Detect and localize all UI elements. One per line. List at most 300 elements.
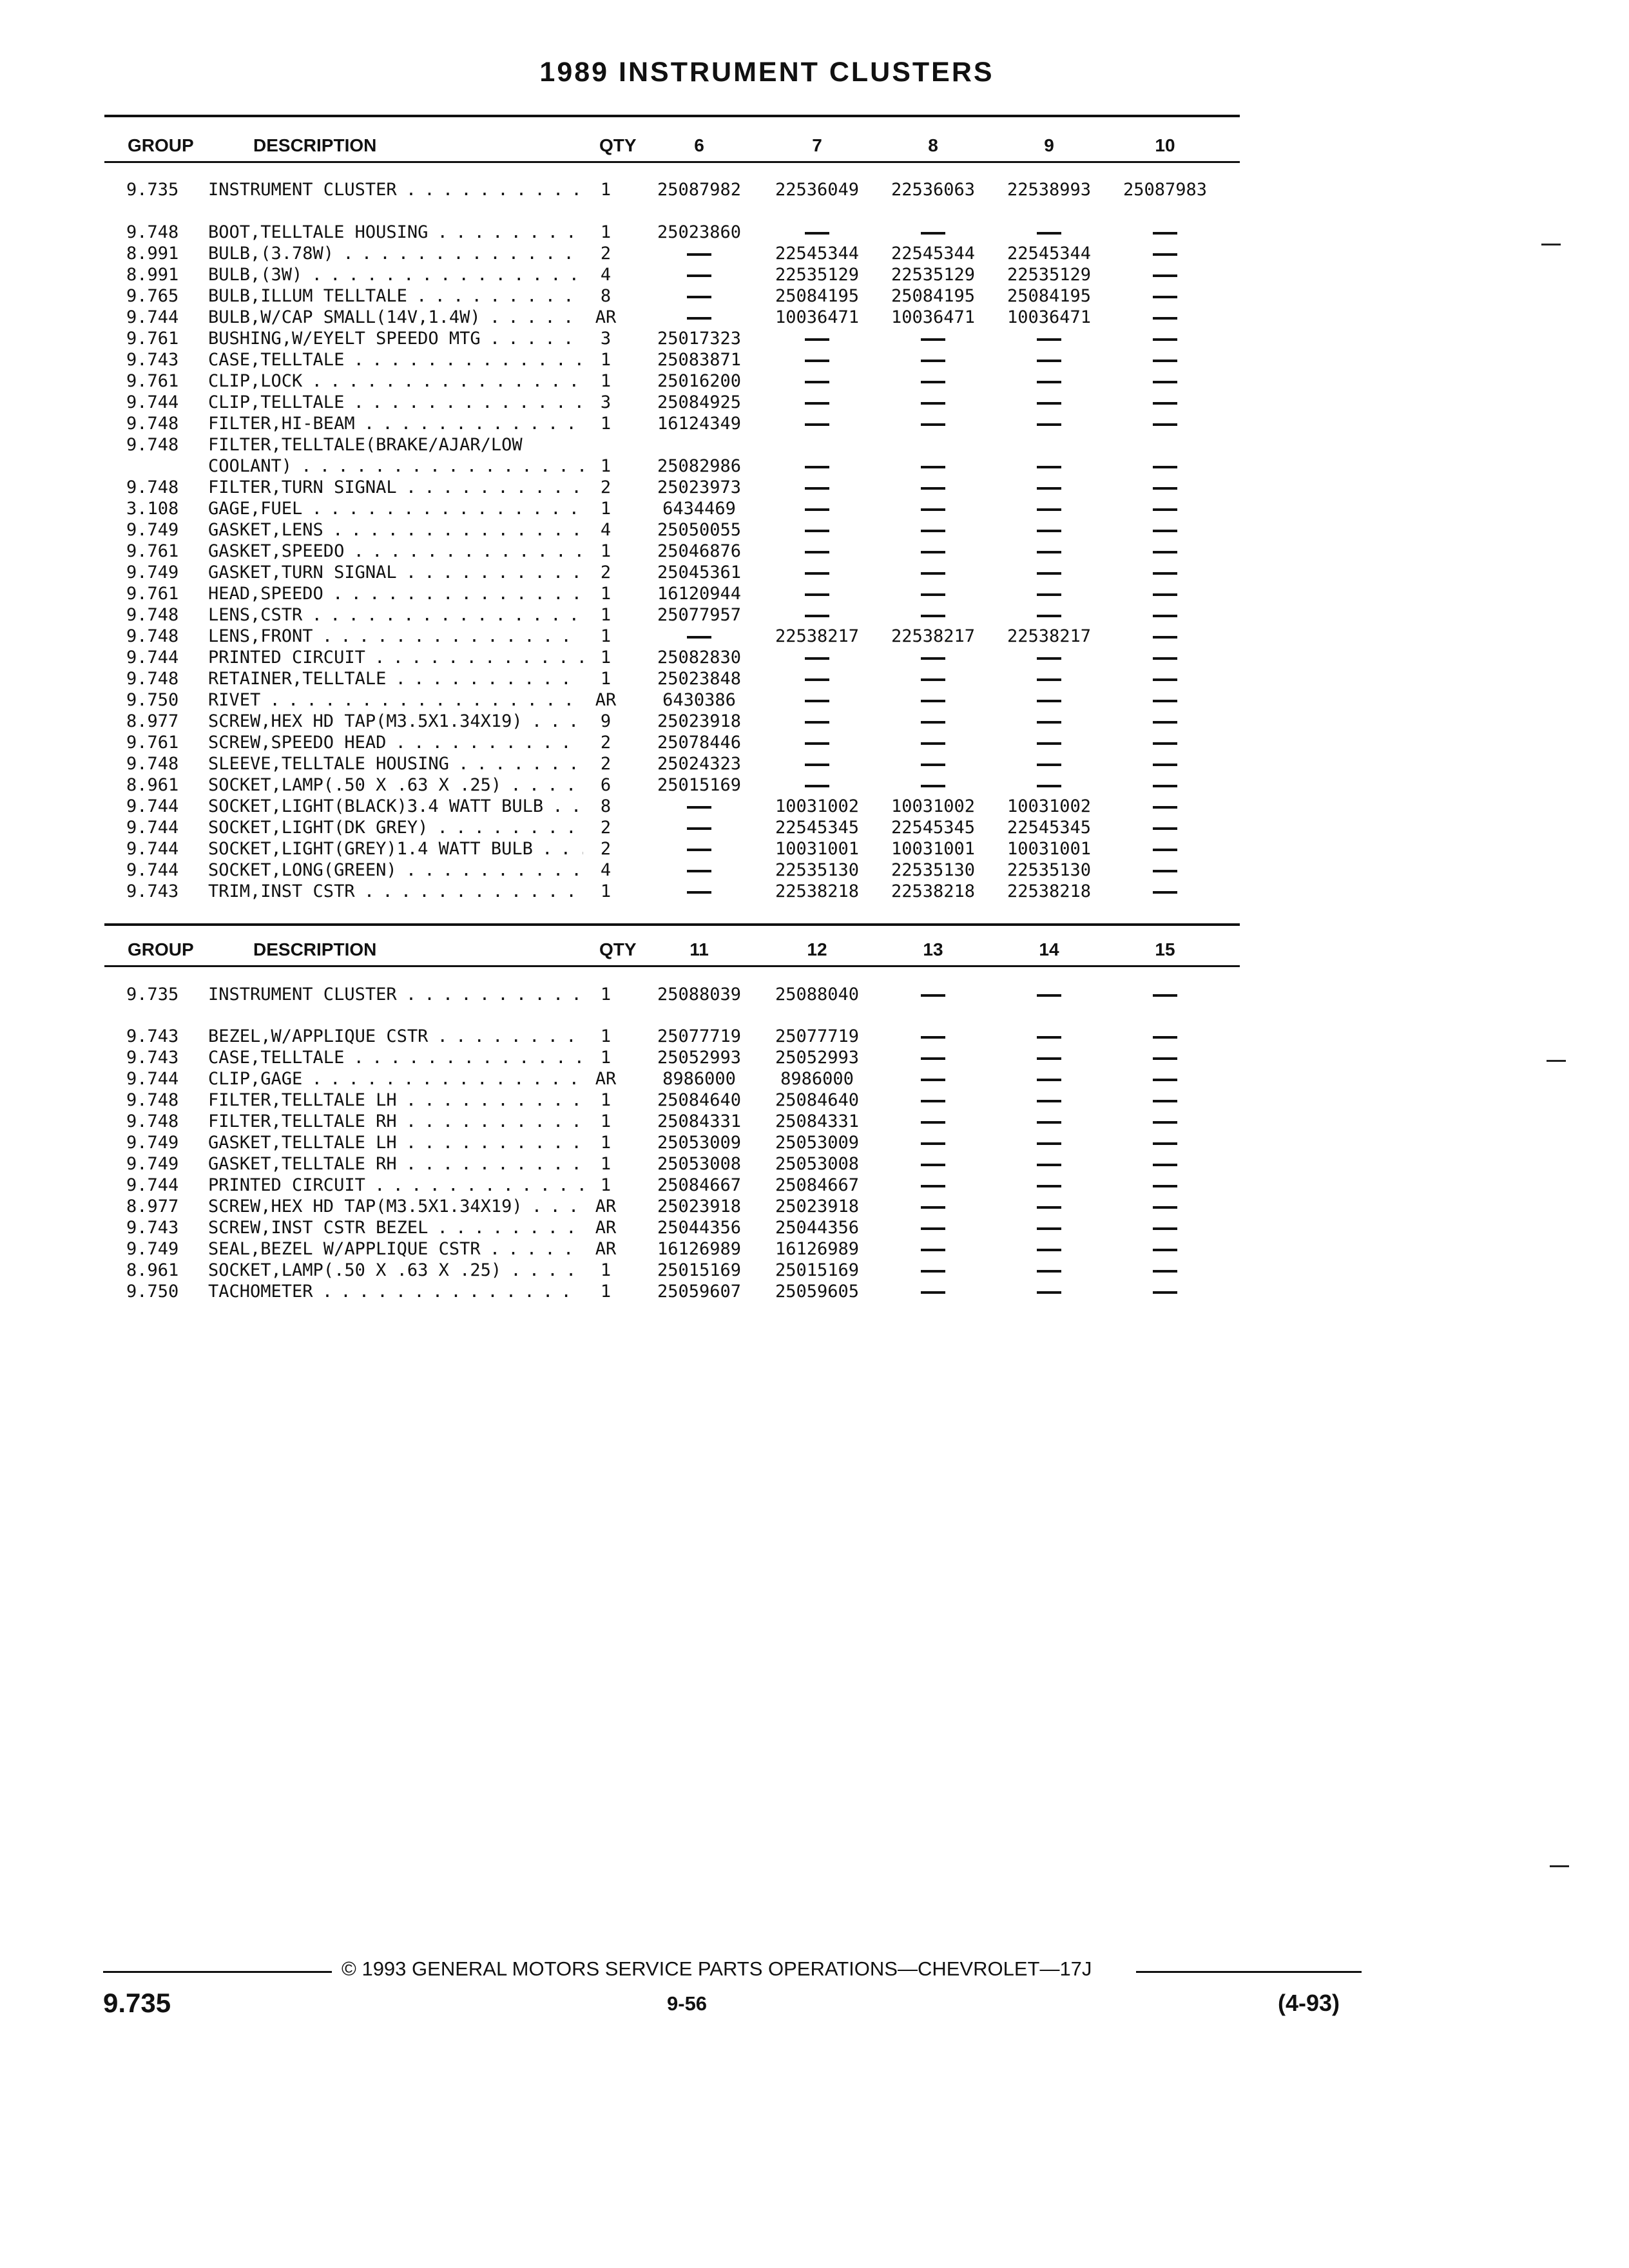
table-row	[0, 774, 1629, 796]
not-applicable-dash	[878, 328, 988, 349]
not-applicable-dash	[878, 1217, 988, 1238]
group-code: 9.749	[126, 562, 179, 582]
not-applicable-dash	[878, 689, 988, 711]
not-applicable-dash	[762, 668, 872, 689]
part-qty: 1	[583, 222, 628, 243]
description-column-header: DESCRIPTION	[253, 135, 377, 155]
part-qty: 1	[583, 1132, 628, 1153]
dash-mark	[1037, 721, 1061, 724]
table-row	[0, 434, 1629, 456]
not-applicable-dash	[1110, 477, 1220, 498]
not-applicable-dash	[994, 604, 1104, 626]
not-applicable-dash	[1110, 753, 1220, 774]
part-number: 22535129	[775, 265, 860, 285]
dash-mark	[805, 402, 829, 405]
part-description: FILTER,TELLTALE(BRAKE/AJAR/LOW	[208, 435, 523, 455]
dash-mark	[1037, 785, 1061, 787]
not-applicable-dash	[1110, 1217, 1220, 1238]
not-applicable-dash	[1110, 838, 1220, 860]
dash-mark	[1037, 423, 1061, 426]
table-row	[0, 647, 1629, 668]
not-applicable-dash	[994, 222, 1104, 243]
table-row	[0, 1068, 1629, 1090]
table-row	[0, 392, 1629, 413]
dash-mark	[1153, 1164, 1177, 1166]
footer-page-number: 9-56	[667, 1992, 708, 2015]
table-row	[0, 307, 1629, 328]
part-qty: 1	[583, 984, 628, 1005]
dash-mark	[1037, 232, 1061, 235]
dash-mark	[1153, 530, 1177, 532]
dash-mark	[1037, 1206, 1061, 1209]
dash-mark	[1153, 551, 1177, 553]
not-applicable-dash	[1110, 1111, 1220, 1132]
dash-mark	[805, 678, 829, 681]
dash-mark	[1153, 721, 1177, 724]
dash-mark	[921, 1270, 945, 1273]
part-description: HEAD,SPEEDO . . .	[208, 583, 602, 604]
part-number: 16126989	[775, 1239, 860, 1259]
dash-mark	[1037, 402, 1061, 405]
table-row	[0, 668, 1629, 689]
part-description: COOLANT) . . .	[208, 456, 602, 477]
not-applicable-dash	[878, 349, 988, 370]
not-applicable-dash	[1110, 1132, 1220, 1153]
part-number: 25087982	[657, 180, 742, 200]
group-code: 9.748	[126, 1090, 179, 1110]
dash-mark	[1037, 487, 1061, 490]
group-code: 9.761	[126, 371, 179, 391]
part-qty: 9	[583, 711, 628, 732]
not-applicable-dash	[878, 1068, 988, 1090]
not-applicable-dash	[878, 1175, 988, 1196]
part-number: 10031002	[891, 796, 976, 816]
table-row	[0, 243, 1629, 264]
part-number: 10031001	[891, 839, 976, 859]
dash-mark	[1153, 1206, 1177, 1209]
part-number: 25023860	[657, 222, 742, 242]
dash-mark	[921, 1079, 945, 1081]
part-description: SLEEVE,TELLTALE HOUSING . . .	[208, 753, 602, 774]
table-row	[0, 1026, 1629, 1047]
part-description: BEZEL,W/APPLIQUE CSTR . . .	[208, 1026, 602, 1047]
table-row	[0, 477, 1629, 498]
dash-mark	[1153, 1079, 1177, 1081]
group-code: 9.748	[126, 477, 179, 497]
group-code: 8.961	[126, 775, 179, 795]
not-applicable-dash	[762, 541, 872, 562]
part-description: SCREW,HEX HD TAP(M3.5X1.34X19) . . .	[208, 711, 602, 732]
dash-mark	[1153, 402, 1177, 405]
part-description: INSTRUMENT CLUSTER . . .	[208, 179, 602, 200]
part-number: 25053008	[775, 1154, 860, 1174]
not-applicable-dash	[994, 349, 1104, 370]
not-applicable-dash	[644, 860, 754, 881]
table-row	[0, 349, 1629, 370]
group-code: 9.743	[126, 881, 179, 901]
dash-mark	[1153, 1121, 1177, 1124]
not-applicable-dash	[762, 328, 872, 349]
not-applicable-dash	[1110, 689, 1220, 711]
group-code: 9.748	[126, 222, 179, 242]
not-applicable-dash	[762, 583, 872, 604]
not-applicable-dash	[762, 689, 872, 711]
not-applicable-dash	[878, 1153, 988, 1175]
part-description: BULB,W/CAP SMALL(14V,1.4W) . . .	[208, 307, 602, 328]
not-applicable-dash	[878, 984, 988, 1005]
not-applicable-dash	[994, 562, 1104, 583]
not-applicable-dash	[762, 774, 872, 796]
part-number: 25084195	[1007, 286, 1092, 306]
part-number: 22535129	[891, 265, 976, 285]
not-applicable-dash	[994, 370, 1104, 392]
dash-mark	[1153, 572, 1177, 575]
model-column-header: 15	[1155, 939, 1175, 959]
dash-mark	[1037, 1036, 1061, 1039]
dash-mark	[687, 849, 711, 851]
part-description: FILTER,TELLTALE LH . . .	[208, 1090, 602, 1111]
part-qty: 1	[583, 626, 628, 647]
part-description: BULB,(3.78W) . . .	[208, 243, 602, 264]
part-number: 25078446	[657, 733, 742, 753]
part-description: SOCKET,LIGHT(DK GREY) . . .	[208, 817, 602, 838]
not-applicable-dash	[1110, 1047, 1220, 1068]
dash-mark	[921, 1227, 945, 1230]
group-code: 9.744	[126, 839, 179, 859]
dash-mark	[921, 1291, 945, 1294]
dash-mark	[805, 742, 829, 745]
table-row	[0, 222, 1629, 243]
model-column-header: 11	[689, 939, 709, 959]
part-description: FILTER,HI-BEAM . . .	[208, 413, 602, 434]
part-number: 22536049	[775, 180, 860, 200]
part-number: 22536063	[891, 180, 976, 200]
part-description: PRINTED CIRCUIT . . .	[208, 1175, 602, 1196]
part-number: 22545345	[1007, 818, 1092, 838]
not-applicable-dash	[762, 711, 872, 732]
not-applicable-dash	[878, 392, 988, 413]
table2-header	[0, 939, 1629, 965]
part-number: 25077719	[775, 1026, 860, 1046]
part-number: 22535130	[891, 860, 976, 880]
dash-mark	[1153, 1270, 1177, 1273]
group-code: 9.761	[126, 733, 179, 753]
table-row	[0, 1175, 1629, 1196]
dash-mark	[687, 253, 711, 256]
part-qty: 1	[583, 349, 628, 370]
not-applicable-dash	[762, 647, 872, 668]
part-number: 10036471	[1007, 307, 1092, 327]
not-applicable-dash	[994, 1260, 1104, 1281]
not-applicable-dash	[1110, 413, 1220, 434]
part-description: BUSHING,W/EYELT SPEEDO MTG . . .	[208, 328, 602, 349]
part-qty: 2	[583, 243, 628, 264]
table-row	[0, 179, 1629, 200]
not-applicable-dash	[644, 796, 754, 817]
not-applicable-dash	[1110, 1175, 1220, 1196]
not-applicable-dash	[762, 392, 872, 413]
not-applicable-dash	[878, 668, 988, 689]
group-code: 9.748	[126, 1111, 179, 1131]
dash-mark	[921, 1121, 945, 1124]
part-description: CLIP,LOCK . . .	[208, 370, 602, 392]
part-number: 25084331	[775, 1111, 860, 1131]
not-applicable-dash	[644, 838, 754, 860]
dash-mark	[805, 381, 829, 383]
part-number: 25023918	[657, 1196, 742, 1216]
scan-mark	[1547, 1060, 1566, 1062]
part-description: CLIP,GAGE . . .	[208, 1068, 602, 1090]
group-code: 9.761	[126, 329, 179, 349]
dash-mark	[1153, 253, 1177, 256]
dash-mark	[805, 551, 829, 553]
part-description: CASE,TELLTALE . . .	[208, 349, 602, 370]
dash-mark	[1153, 423, 1177, 426]
part-number: 22538218	[1007, 881, 1092, 901]
part-number: 22538218	[775, 881, 860, 901]
table-row	[0, 1217, 1629, 1238]
not-applicable-dash	[762, 456, 872, 477]
dash-mark	[805, 530, 829, 532]
part-description: LENS,CSTR . . .	[208, 604, 602, 626]
dash-mark	[805, 721, 829, 724]
part-number: 25084667	[775, 1175, 860, 1195]
not-applicable-dash	[994, 668, 1104, 689]
part-qty: 1	[583, 1111, 628, 1132]
dash-mark	[1153, 317, 1177, 320]
footer-rule-left	[103, 1971, 332, 1973]
group-code: 9.735	[126, 985, 179, 1004]
part-number: 8986000	[662, 1069, 736, 1089]
part-qty: 1	[583, 604, 628, 626]
not-applicable-dash	[1110, 370, 1220, 392]
dash-mark	[921, 338, 945, 341]
not-applicable-dash	[1110, 1090, 1220, 1111]
model-column-header: 13	[923, 939, 943, 959]
top-rule	[104, 115, 1240, 117]
dash-mark	[687, 296, 711, 298]
dash-mark	[1037, 381, 1061, 383]
table-row	[0, 456, 1629, 477]
not-applicable-dash	[1110, 668, 1220, 689]
dash-mark	[921, 466, 945, 468]
dash-mark	[1153, 678, 1177, 681]
dash-mark	[687, 827, 711, 830]
part-number: 25044356	[775, 1218, 860, 1238]
part-number: 6434469	[662, 499, 736, 519]
part-number: 25052993	[657, 1048, 742, 1068]
not-applicable-dash	[878, 583, 988, 604]
part-description: GASKET,TELLTALE LH . . .	[208, 1132, 602, 1153]
part-qty: 1	[583, 370, 628, 392]
dash-mark	[805, 360, 829, 362]
dash-mark	[921, 678, 945, 681]
part-number: 22545344	[775, 244, 860, 264]
dash-mark	[1153, 657, 1177, 660]
part-number: 22545344	[891, 244, 976, 264]
not-applicable-dash	[762, 519, 872, 541]
group-code: 9.750	[126, 1282, 179, 1302]
part-number: 25053009	[775, 1133, 860, 1153]
not-applicable-dash	[762, 413, 872, 434]
qty-column-header: QTY	[599, 135, 637, 155]
table-row	[0, 1238, 1629, 1260]
part-number: 25088040	[775, 985, 860, 1004]
part-qty: 1	[583, 498, 628, 519]
group-code: 9.748	[126, 435, 179, 455]
dash-mark	[1153, 508, 1177, 511]
model-column-header: 14	[1039, 939, 1059, 959]
dash-mark	[1153, 232, 1177, 235]
dash-mark	[921, 402, 945, 405]
not-applicable-dash	[878, 1026, 988, 1047]
not-applicable-dash	[994, 732, 1104, 753]
page-title: 1989 INSTRUMENT CLUSTERS	[539, 57, 994, 88]
group-code: 9.744	[126, 1175, 179, 1195]
not-applicable-dash	[878, 1111, 988, 1132]
part-number: 25045361	[657, 562, 742, 582]
dash-mark	[1037, 1079, 1061, 1081]
not-applicable-dash	[762, 222, 872, 243]
scan-mark	[1541, 244, 1561, 245]
part-number: 25024323	[657, 754, 742, 774]
not-applicable-dash	[762, 604, 872, 626]
dash-mark	[921, 530, 945, 532]
dash-mark	[1037, 657, 1061, 660]
not-applicable-dash	[878, 753, 988, 774]
not-applicable-dash	[1110, 796, 1220, 817]
table-row	[0, 413, 1629, 434]
not-applicable-dash	[878, 222, 988, 243]
not-applicable-dash	[878, 1132, 988, 1153]
part-description: RIVET . . .	[208, 689, 602, 711]
dash-mark	[1037, 1185, 1061, 1187]
not-applicable-dash	[878, 1238, 988, 1260]
dash-mark	[1037, 742, 1061, 745]
part-qty: 2	[583, 817, 628, 838]
part-number: 25084640	[657, 1090, 742, 1110]
dash-mark	[1153, 994, 1177, 997]
dash-mark	[921, 764, 945, 766]
dash-mark	[921, 1036, 945, 1039]
group-code: 9.750	[126, 690, 179, 710]
not-applicable-dash	[1110, 328, 1220, 349]
table-row	[0, 1281, 1629, 1302]
part-number: 25084640	[775, 1090, 860, 1110]
table-row	[0, 881, 1629, 902]
part-description: SOCKET,LONG(GREEN) . . .	[208, 860, 602, 881]
dash-mark	[921, 994, 945, 997]
header-rule-2	[104, 965, 1240, 967]
not-applicable-dash	[1110, 732, 1220, 753]
part-qty: 1	[583, 541, 628, 562]
not-applicable-dash	[878, 774, 988, 796]
table-row	[0, 860, 1629, 881]
part-qty: 1	[583, 583, 628, 604]
not-applicable-dash	[878, 604, 988, 626]
not-applicable-dash	[878, 541, 988, 562]
part-qty: 3	[583, 392, 628, 413]
dash-mark	[1153, 274, 1177, 277]
part-number: 22535129	[1007, 265, 1092, 285]
part-number: 25084667	[657, 1175, 742, 1195]
part-description: LENS,FRONT . . .	[208, 626, 602, 647]
dash-mark	[1153, 381, 1177, 383]
dash-mark	[1153, 338, 1177, 341]
part-qty: 1	[583, 1260, 628, 1281]
part-description: SCREW,SPEEDO HEAD . . .	[208, 732, 602, 753]
not-applicable-dash	[994, 1217, 1104, 1238]
table-row	[0, 1111, 1629, 1132]
dash-mark	[687, 870, 711, 872]
not-applicable-dash	[762, 562, 872, 583]
part-description: SOCKET,LIGHT(BLACK)3.4 WATT BULB . . .	[208, 796, 602, 817]
part-description: TACHOMETER . . .	[208, 1281, 602, 1302]
table-row	[0, 583, 1629, 604]
dash-mark	[921, 593, 945, 596]
part-description: FILTER,TELLTALE RH . . .	[208, 1111, 602, 1132]
not-applicable-dash	[994, 541, 1104, 562]
dash-mark	[921, 508, 945, 511]
part-description: SOCKET,LAMP(.50 X .63 X .25) . . .	[208, 1260, 602, 1281]
dash-mark	[1153, 870, 1177, 872]
part-description: SEAL,BEZEL W/APPLIQUE CSTR . . .	[208, 1238, 602, 1260]
group-code: 9.744	[126, 648, 179, 668]
dash-mark	[687, 317, 711, 320]
dash-mark	[687, 636, 711, 639]
group-code: 8.961	[126, 1260, 179, 1280]
table-row	[0, 626, 1629, 647]
part-number: 25023973	[657, 477, 742, 497]
dash-mark	[1153, 1142, 1177, 1145]
part-number: 25088039	[657, 985, 742, 1004]
not-applicable-dash	[644, 285, 754, 307]
not-applicable-dash	[878, 1281, 988, 1302]
part-number: 10036471	[891, 307, 976, 327]
model-column-header: 10	[1155, 135, 1175, 155]
dash-mark	[921, 1206, 945, 1209]
group-code: 9.749	[126, 1239, 179, 1259]
dash-mark	[805, 508, 829, 511]
table-row	[0, 604, 1629, 626]
dash-mark	[1153, 806, 1177, 809]
table-row	[0, 1196, 1629, 1217]
part-number: 25082830	[657, 648, 742, 668]
group-column-header: GROUP	[128, 135, 194, 155]
part-number: 25050055	[657, 520, 742, 540]
not-applicable-dash	[994, 1111, 1104, 1132]
table-row	[0, 498, 1629, 519]
part-description: BULB,(3W) . . .	[208, 264, 602, 285]
dash-mark	[687, 891, 711, 894]
dash-mark	[921, 381, 945, 383]
group-code: 9.749	[126, 1133, 179, 1153]
not-applicable-dash	[994, 413, 1104, 434]
part-number: 25059607	[657, 1282, 742, 1302]
part-number: 22545344	[1007, 244, 1092, 264]
group-code: 9.761	[126, 584, 179, 604]
not-applicable-dash	[994, 1281, 1104, 1302]
not-applicable-dash	[1110, 349, 1220, 370]
part-description: SOCKET,LIGHT(GREY)1.4 WATT BULB . . .	[208, 838, 602, 860]
dash-mark	[1153, 296, 1177, 298]
description-column-header: DESCRIPTION	[253, 939, 377, 959]
part-description: GAGE,FUEL . . .	[208, 498, 602, 519]
part-qty: AR	[583, 1068, 628, 1090]
part-number: 10031001	[1007, 839, 1092, 859]
not-applicable-dash	[994, 774, 1104, 796]
not-applicable-dash	[1110, 1153, 1220, 1175]
